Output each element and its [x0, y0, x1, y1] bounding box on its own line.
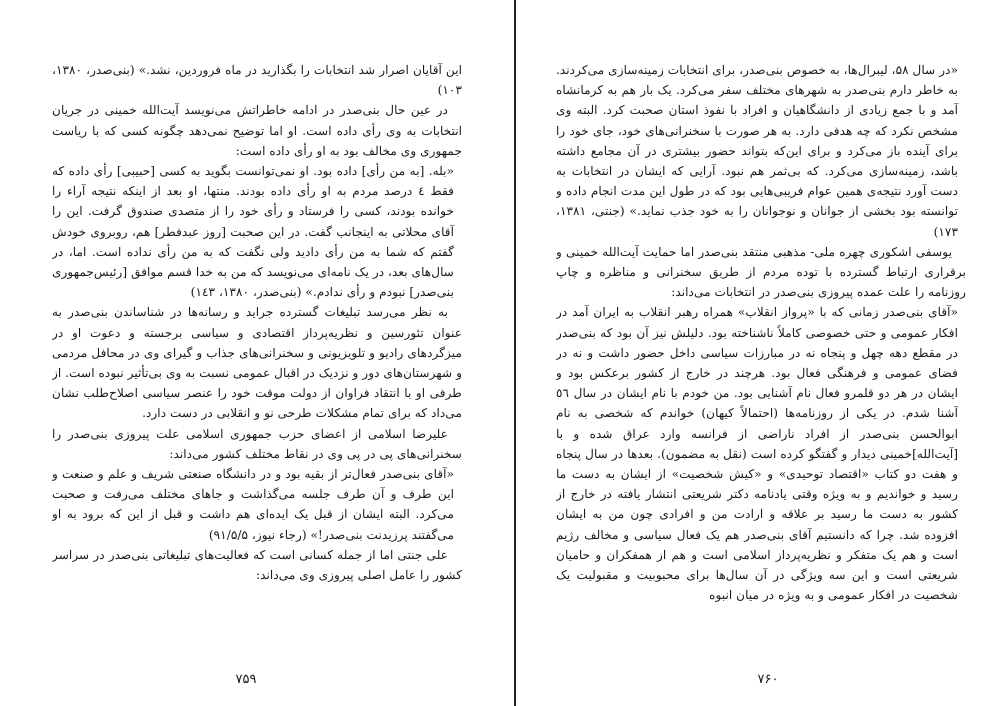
quote-paragraph: «در سال ۵۸، لیبرال‌ها، به خصوص بنی‌صدر، برای انتخابات زمینه‌سازی می‌کردند. به خاطر دارم بنی‌صدر به شهرهای مختلف سفر می‌کرد. یک بار هم به کرمانشاه آمد و با جمع زیادی از دانشگاهیان و افراد با نفوذ استان صحبت کرد. البته وی مشخص نکرد که چه هدفی دارد. به هر صورت با سخنرانی‌های خود، جای خود را برای آینده باز می‌کرد و برای این‌که بتواند حضور بیشتری در آن مجامع داشته باشد، زمینه‌سازی می‌کرد. که بی‌ثمر هم نبود. آرایی که ایشان در انتخابات به دست آورد نتیجه‌ی همین عوام فریبی‌هایی بود که در طول این مدت انجام داده و توانسته بود بخشی از جوانان و نوجوانان را به خود جذب نماید.» (جنتی، ۱۳۸۱، ۱۷۳) [556, 63, 958, 239]
left-page-number: ۷۵۹ [235, 672, 257, 687]
paragraph: این آقایان اصرار شد انتخابات را بگذارید در ماه فروردین، نشد.» (بنی‌صدر، ۱۳۸۰، ۱۰۳) [52, 63, 462, 98]
paragraph: در عین حال بنی‌صدر در ادامه خاطراتش می‌نویسد آیت‌الله خمینی در جریان انتخابات به وی رأی داده است. او اما توضیح نمی‌دهد چگونه کسی که با ریاست جمهوری وی مخالف بود به او رأی داده است: [52, 103, 462, 158]
paragraph: یوسفی اشکوری چهره ملی- مذهبی منتقد بنی‌صدر اما حمایت آیت‌الله خمینی و برقراری ارتباط گسترده با توده مردم از طریق سخنرانی و مناظره و چاپ روزنامه را علت عمده پیروزی بنی‌صدر در انتخابات می‌داند: [556, 244, 966, 300]
paragraph: علی جنتی اما از جمله کسانی است که فعالیت‌های تبلیغاتی بنی‌صدر در سراسر کشور را عامل اصلی پیروزی وی می‌داند: [52, 547, 462, 583]
paragraph: به نظر می‌رسد تبلیغات گسترده جراید و رسانه‌ها در شناساندن بنی‌صدر به عنوان تئورسین و نظریه‌پرداز اقتصادی و سیاسی برجسته و دعوت او در میزگردهای رادیو و تلویزیونی و سخنرانی‌های جذاب و گیرای وی در محافل مردمی و شهرستان‌های دور و نزدیک در اقبال عمومی نسبت به وی بی‌تأثیر نبوده است. از طرفی او با انتقاد فراوان از دولت موقت خود را عنصر سیاسی اصلاح‌طلب نشان می‌داد که برای تمام مشکلات طرحی نو و انقلابی در دست دارد. [52, 305, 462, 421]
quote-paragraph: «آقای بنی‌صدر زمانی که با «پرواز انقلاب» همراه رهبر انقلاب به ایران آمد در افکار عمومی و حتی خصوصی کاملاً ناشناخته بود. دلیلش نیز آن بود که بنی‌صدر در مقطع دهه چهل و پنجاه نه در مبارزات سیاسی داخل حضور داشت و نه در فضای عمومی و فرهنگی فعال بود. هرچند در خارج از کشور برعکس بود و ایشان در هر دو قلمرو فعال نام آشنایی بود. من خودم با نام ایشان در سال ٥٦ آشنا شدم. در یکی از روزنامه‌ها (احتمالاً کیهان) خواندم که شخصی به نام ابوالحسن بنی‌صدر از افراد ناراضی از فرانسه وارد عراق شده و با [آیت‌الله]خمینی دیدار و گفتگو کرده است (نقل به مضمون). بعدها در سال پنجاه و هفت دو کتاب «اقتصاد توحیدی» و «کیش شخصیت» از ایشان به دست ما رسید و خواندیم و به ویژه وقتی یادنامه دکتر شریعتی انتشار یافته در خارج از کشور به دست ما رسید بر علاقه و ارادت من و افرادی چون من به ایشان افزوده شد. چرا که دانستیم آقای بنی‌صدر هم یک فعال سیاسی و مخالف رژیم است و هم یک متفکر و نظریه‌پرداز اسلامی است و هم از همفکران و حامیان شریعتی است و این سه ویژگی در آن سال‌ها برای محبوبیت و مقبولیت یک شخصیت در افکار عمومی و به ویژه در میان انبوه [556, 305, 958, 603]
quote-paragraph: «آقای بنی‌صدر فعال‌تر از بقیه بود و در دانشگاه صنعتی شریف و علم و صنعت و این طرف و آن طرف جلسه می‌گذاشت و جاهای مختلف می‌رفت و صحبت می‌کرد. البته ایشان از قبل یک ایده‌ای هم داشت و قبل از این که برود به او می‌گفتند پرزیدنت بنی‌صدر!» (رجاء نیوز، ۹۱/۵/۵) [52, 467, 454, 542]
left-page [52, 60, 462, 660]
page-gutter-divider [514, 0, 516, 706]
right-page-number: ۷۶۰ [757, 672, 779, 687]
quote-paragraph: «بله. [به من رأی] داده بود. او نمی‌توانست بگوید به کسی [حبیبی] رأی داده که فقط ٤ درصد مردم به او رأی داده بودند. منتها، او بعد از اینکه نتیجه آراء را خوانده بودند، کسی را فرستاد و رأی خود را از متصدی صندوق گرفت. این را آقای محلاتی به اینجانب گفت. در این صحبت [روز عبدفطر] هم، روبروی خودش گفتم که شما به من رأی دادید ولی نگفت که به من رأی نداده است. اما، در سال‌های بعد، در یک نامه‌ای می‌نویسد که من به خدا قسم موافق [رئیس‌جمهوری بنی‌صدر] نبودم و رأی ندادم.» (بنی‌صدر، ۱۳۸۰، ۱٤۳) [52, 164, 455, 300]
right-page [556, 60, 966, 660]
paragraph: علیرضا اسلامی از اعضای حزب جمهوری اسلامی علت پیروزی بنی‌صدر را سخنرانی‌های پی در پی وی در نقاط مختلف کشور می‌داند: [52, 426, 462, 461]
